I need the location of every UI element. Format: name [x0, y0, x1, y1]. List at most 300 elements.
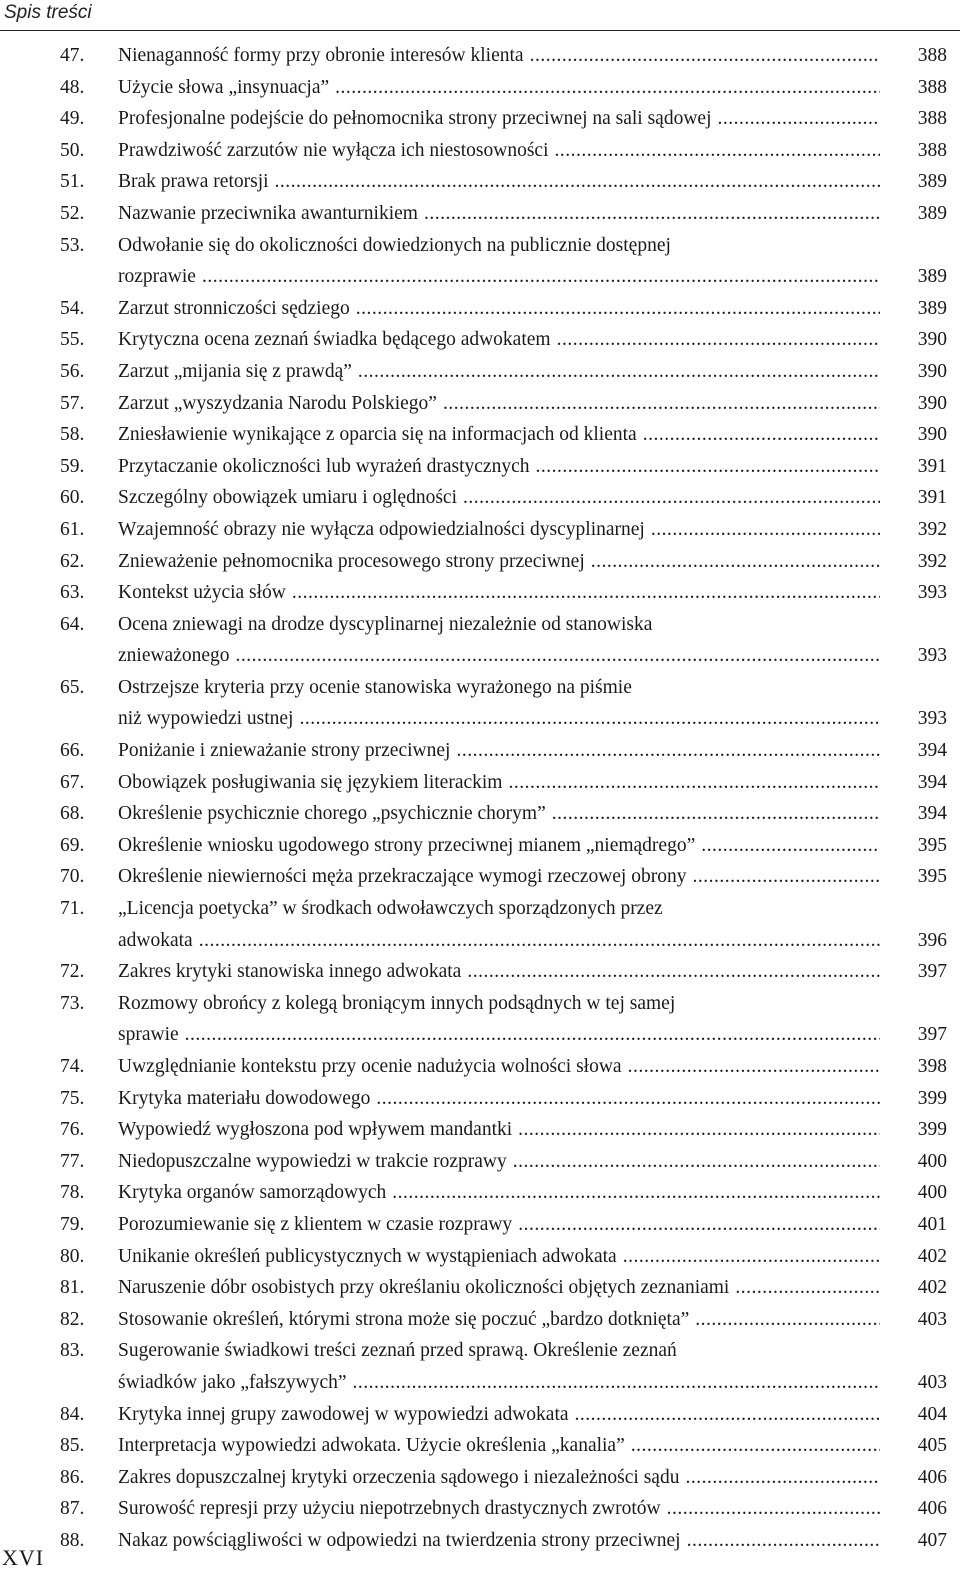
- entry-last-line: [118, 166, 960, 198]
- entry-title: Zarzut stronniczości sędziego: [118, 297, 350, 319]
- dot-leader: [463, 482, 880, 514]
- table-of-contents: [60, 40, 960, 1557]
- entry-title-line: Ostrzejsze kryteria przy ocenie stanowiska wyrażonego na piśmie: [118, 676, 632, 698]
- toc-entry: [60, 861, 960, 893]
- entry-number: 66.: [60, 740, 85, 762]
- entry-number: 64.: [60, 613, 85, 635]
- entry-body: [118, 798, 960, 830]
- entry-body: [118, 166, 960, 198]
- entry-page: 400: [917, 1182, 947, 1204]
- entry-page: 395: [917, 834, 947, 856]
- entry-last-line: [118, 925, 960, 957]
- entry-title: Zarzut „wyszydzania Narodu Polskiego”: [118, 392, 437, 414]
- entry-last-line: [118, 103, 960, 135]
- entry-number: 88.: [60, 1529, 85, 1551]
- entry-last-line: [118, 830, 960, 862]
- entry-body: [118, 419, 960, 451]
- dot-leader: [628, 1051, 880, 1083]
- entry-last-line: [118, 1399, 960, 1431]
- entry-last-line: [118, 1493, 960, 1525]
- toc-entry: [60, 419, 960, 451]
- dot-leader: [695, 1304, 880, 1336]
- entry-last-line: [118, 419, 960, 451]
- dot-leader: [508, 767, 880, 799]
- entry-number: 63.: [60, 582, 85, 604]
- entry-title: Określenie wniosku ugodowego strony przeciwnej mianem „niemądrego”: [118, 834, 696, 856]
- dot-leader: [353, 1367, 880, 1399]
- toc-entry: [60, 798, 960, 830]
- entry-page: 392: [917, 518, 947, 540]
- entry-number: 59.: [60, 455, 85, 477]
- toc-entry: [60, 72, 960, 104]
- toc-entry: [60, 672, 960, 735]
- entry-body: [118, 1241, 960, 1273]
- dot-leader: [199, 925, 880, 957]
- toc-entry: [60, 1399, 960, 1431]
- entry-number: 50.: [60, 139, 85, 161]
- entry-last-line: [118, 388, 960, 420]
- entry-body: [118, 135, 960, 167]
- toc-entry: [60, 1146, 960, 1178]
- toc-entry: [60, 1051, 960, 1083]
- entry-body: [118, 72, 960, 104]
- toc-entry: [60, 893, 960, 956]
- entry-last-line: [118, 72, 960, 104]
- entry-last-line: [118, 1272, 960, 1304]
- entry-last-line: [118, 798, 960, 830]
- entry-title: Przytaczanie okoliczności lub wyrażeń drastycznych: [118, 455, 530, 477]
- entry-page: 391: [917, 487, 947, 509]
- entry-body: [118, 1399, 960, 1431]
- toc-entry: [60, 1462, 960, 1494]
- entry-title: Krytyka innej grupy zawodowej w wypowiedzi adwokata: [118, 1403, 569, 1425]
- entry-body: [118, 1177, 960, 1209]
- entry-page: 391: [917, 455, 947, 477]
- entry-last-line: [118, 861, 960, 893]
- entry-page: 389: [917, 297, 947, 319]
- entry-body: [118, 1272, 960, 1304]
- entry-title-line: Ocena zniewagi na drodze dyscyplinarnej niezależnie od stanowiska: [118, 613, 653, 635]
- entry-title: Kontekst użycia słów: [118, 582, 286, 604]
- entry-page: 401: [917, 1213, 947, 1235]
- dot-leader: [701, 830, 880, 862]
- entry-last-line: [118, 546, 960, 578]
- entry-last-line: [118, 1083, 960, 1115]
- entry-last-line: [118, 735, 960, 767]
- dot-leader: [631, 1430, 880, 1462]
- entry-body: [118, 546, 960, 578]
- entry-body: [118, 230, 960, 293]
- entry-number: 48.: [60, 76, 85, 98]
- dot-leader: [299, 703, 880, 735]
- dot-leader: [358, 356, 880, 388]
- entry-title: rozprawie: [118, 266, 196, 288]
- entry-title: Określenie niewierności męża przekraczające wymogi rzeczowej obrony: [118, 866, 687, 888]
- toc-entry: [60, 735, 960, 767]
- toc-entry: [60, 1430, 960, 1462]
- entry-last-line: [118, 198, 960, 230]
- entry-page: 393: [917, 645, 947, 667]
- entry-last-line: [118, 135, 960, 167]
- dot-leader: [735, 1272, 880, 1304]
- entry-number: 62.: [60, 550, 85, 572]
- entry-title: adwokata: [118, 929, 193, 951]
- entry-page: 406: [917, 1466, 947, 1488]
- entry-last-line: [118, 640, 960, 672]
- entry-number: 77.: [60, 1150, 85, 1172]
- dot-leader: [443, 388, 880, 420]
- entry-body: [118, 1083, 960, 1115]
- dot-leader: [718, 103, 881, 135]
- entry-body: [118, 40, 960, 72]
- entry-last-line: [118, 293, 960, 325]
- entry-last-line: [118, 1241, 960, 1273]
- toc-entry: [60, 324, 960, 356]
- entry-body: [118, 198, 960, 230]
- entry-title: Poniżanie i znieważanie strony przeciwnej: [118, 740, 451, 762]
- toc-entry: [60, 1209, 960, 1241]
- entry-page: 406: [917, 1498, 947, 1520]
- toc-entry: [60, 767, 960, 799]
- toc-entry: [60, 356, 960, 388]
- entry-page: 390: [917, 424, 947, 446]
- entry-body: [118, 324, 960, 356]
- entry-last-line: [118, 1304, 960, 1336]
- toc-entry: [60, 135, 960, 167]
- entry-title: Nazwanie przeciwnika awanturnikiem: [118, 202, 418, 224]
- entry-number: 69.: [60, 834, 85, 856]
- entry-title: Krytyka materiału dowodowego: [118, 1087, 371, 1109]
- entry-page: 407: [917, 1529, 947, 1551]
- entry-title-line: „Licencja poetycka” w środkach odwoławczych sporządzonych przez: [118, 898, 663, 920]
- entry-page: 393: [917, 582, 947, 604]
- entry-page: 404: [917, 1403, 947, 1425]
- entry-number: 83.: [60, 1340, 85, 1362]
- page-number: XVI: [2, 1545, 45, 1570]
- entry-page: 403: [917, 1371, 947, 1393]
- entry-last-line: [118, 1051, 960, 1083]
- toc-entry: [60, 166, 960, 198]
- entry-title: Określenie psychicznie chorego „psychicznie chorym”: [118, 803, 546, 825]
- entry-title: Brak prawa retorsji: [118, 171, 269, 193]
- entry-body: [118, 1462, 960, 1494]
- dot-leader: [518, 1114, 880, 1146]
- entry-page: 390: [917, 329, 947, 351]
- entry-last-line: [118, 482, 960, 514]
- entry-body: [118, 1304, 960, 1336]
- entry-title: Krytyka organów samorządowych: [118, 1182, 387, 1204]
- entry-title: Zarzut „mijania się z prawdą”: [118, 360, 352, 382]
- toc-entry: [60, 230, 960, 293]
- entry-last-line: [118, 261, 960, 293]
- entry-number: 72.: [60, 961, 85, 983]
- entry-number: 85.: [60, 1435, 85, 1457]
- dot-leader: [275, 166, 880, 198]
- entry-body: [118, 1430, 960, 1462]
- dot-leader: [335, 72, 880, 104]
- dot-leader: [185, 1019, 880, 1051]
- toc-entry: [60, 40, 960, 72]
- entry-page: 390: [917, 392, 947, 414]
- entry-page: 394: [917, 803, 947, 825]
- entry-number: 84.: [60, 1403, 85, 1425]
- entry-last-line: [118, 40, 960, 72]
- dot-leader: [236, 640, 880, 672]
- entry-number: 49.: [60, 108, 85, 130]
- entry-body: [118, 514, 960, 546]
- entry-title: Unikanie określeń publicystycznych w wystąpieniach adwokata: [118, 1245, 617, 1267]
- entry-last-line: [118, 1525, 960, 1557]
- dot-leader: [456, 735, 880, 767]
- entry-number: 70.: [60, 866, 85, 888]
- dot-leader: [536, 451, 881, 483]
- toc-entry: [60, 830, 960, 862]
- entry-body: [118, 356, 960, 388]
- entry-number: 55.: [60, 329, 85, 351]
- entry-last-line: [118, 703, 960, 735]
- entry-title: Profesjonalne podejście do pełnomocnika strony przeciwnej na sali sądowej: [118, 108, 712, 130]
- dot-leader: [557, 324, 880, 356]
- dot-leader: [530, 40, 880, 72]
- toc-entry: [60, 293, 960, 325]
- entry-number: 51.: [60, 171, 85, 193]
- entry-page: 402: [917, 1277, 947, 1299]
- entry-page: 398: [917, 1056, 947, 1077]
- entry-title: sprawie: [118, 1024, 179, 1046]
- dot-leader: [623, 1241, 880, 1273]
- entry-page: 399: [917, 1087, 947, 1109]
- entry-title: Szczególny obowiązek umiaru i oględności: [118, 487, 457, 509]
- entry-page: 397: [917, 961, 947, 983]
- entry-last-line: [118, 1114, 960, 1146]
- entry-page: 394: [917, 771, 947, 793]
- entry-title: Niedopuszczalne wypowiedzi w trakcie rozprawy: [118, 1150, 507, 1172]
- entry-last-line: [118, 1462, 960, 1494]
- entry-body: [118, 609, 960, 672]
- entry-title: Znieważenie pełnomocnika procesowego strony przeciwnej: [118, 550, 585, 572]
- entry-last-line: [118, 1177, 960, 1209]
- entry-title: Zakres dopuszczalnej krytyki orzeczenia sądowego i niezależności sądu: [118, 1466, 680, 1488]
- entry-page: 402: [917, 1245, 947, 1267]
- entry-last-line: [118, 577, 960, 609]
- entry-title: Zniesławienie wynikające z oparcia się na informacjach od klienta: [118, 424, 637, 446]
- entry-title: Naruszenie dóbr osobistych przy określaniu okoliczności objętych zeznaniami: [118, 1277, 730, 1299]
- entry-number: 75.: [60, 1087, 85, 1109]
- toc-entry: [60, 956, 960, 988]
- entry-last-line: [118, 514, 960, 546]
- dot-leader: [376, 1083, 880, 1115]
- entry-page: 405: [917, 1435, 947, 1457]
- entry-title: Wypowiedź wygłoszona pod wpływem mandantki: [118, 1119, 513, 1141]
- entry-number: 57.: [60, 392, 85, 414]
- toc-entry: [60, 1335, 960, 1398]
- entry-number: 47.: [60, 45, 85, 66]
- entry-body: [118, 1209, 960, 1241]
- entry-title: Użycie słowa „insynuacja”: [118, 76, 330, 98]
- toc-entry: [60, 546, 960, 578]
- entry-body: [118, 451, 960, 483]
- toc-entry: [60, 198, 960, 230]
- entry-last-line: [118, 324, 960, 356]
- entry-number: 56.: [60, 360, 85, 382]
- entry-body: [118, 672, 960, 735]
- dot-leader: [513, 1146, 880, 1178]
- entry-last-line: [118, 356, 960, 388]
- entry-number: 58.: [60, 424, 85, 446]
- entry-title: Obowiązek posługiwania się językiem literackim: [118, 771, 503, 793]
- dot-leader: [424, 198, 880, 230]
- entry-title: niż wypowiedzi ustnej: [118, 708, 294, 730]
- toc-entry: [60, 609, 960, 672]
- entry-page: 395: [917, 866, 947, 888]
- entry-page: 389: [917, 202, 947, 224]
- entry-page: 397: [917, 1024, 947, 1046]
- dot-leader: [651, 514, 880, 546]
- entry-page: 396: [917, 929, 947, 951]
- entry-page: 388: [917, 108, 947, 130]
- dot-leader: [292, 577, 880, 609]
- entry-body: [118, 388, 960, 420]
- entry-last-line: [118, 1209, 960, 1241]
- entry-title-line: Odwołanie się do okoliczności dowiedzionych na publicznie dostępnej: [118, 234, 671, 256]
- entry-number: 68.: [60, 803, 85, 825]
- entry-last-line: [118, 1367, 960, 1399]
- entry-number: 76.: [60, 1119, 85, 1141]
- entry-body: [118, 893, 960, 956]
- entry-body: [118, 482, 960, 514]
- entry-title: Nienaganność formy przy obronie interesów klienta: [118, 45, 524, 66]
- entry-page: 392: [917, 550, 947, 572]
- entry-number: 52.: [60, 202, 85, 224]
- entry-title-line: Sugerowanie świadkowi treści zeznań przed sprawą. Określenie zeznań: [118, 1340, 677, 1362]
- toc-entry: [60, 1177, 960, 1209]
- entry-title: Surowość represji przy użyciu niepotrzebnych drastycznych zwrotów: [118, 1498, 661, 1520]
- toc-entry: [60, 988, 960, 1051]
- entry-last-line: [118, 1430, 960, 1462]
- entry-title-line: Rozmowy obrońcy z kolegą broniącym innych podsądnych w tej samej: [118, 992, 676, 1014]
- entry-body: [118, 577, 960, 609]
- entry-number: 74.: [60, 1056, 85, 1077]
- entry-body: [118, 1146, 960, 1178]
- entry-number: 73.: [60, 992, 85, 1014]
- entry-page: 389: [917, 266, 947, 288]
- toc-entry: [60, 103, 960, 135]
- entry-page: 388: [917, 76, 947, 98]
- entry-page: 399: [917, 1119, 947, 1141]
- entry-number: 78.: [60, 1182, 85, 1204]
- entry-number: 86.: [60, 1466, 85, 1488]
- entry-number: 65.: [60, 676, 85, 698]
- entry-body: [118, 1114, 960, 1146]
- entry-last-line: [118, 767, 960, 799]
- dot-leader: [555, 135, 881, 167]
- entry-page: 389: [917, 171, 947, 193]
- entry-number: 82.: [60, 1308, 85, 1330]
- toc-entry: [60, 577, 960, 609]
- entry-title: Interpretacja wypowiedzi adwokata. Użycie określenia „kanalia”: [118, 1435, 625, 1457]
- entry-number: 54.: [60, 297, 85, 319]
- dot-leader: [467, 956, 880, 988]
- toc-entry: [60, 1493, 960, 1525]
- entry-title: Prawdziwość zarzutów nie wyłącza ich niestosowności: [118, 139, 549, 161]
- entry-last-line: [118, 1146, 960, 1178]
- entry-number: 67.: [60, 771, 85, 793]
- entry-body: [118, 1525, 960, 1557]
- entry-title: świadków jako „fałszywych”: [118, 1371, 347, 1393]
- entry-body: [118, 735, 960, 767]
- toc-entry: [60, 514, 960, 546]
- entry-title: Uwzględnianie kontekstu przy ocenie nadużycia wolności słowa: [118, 1056, 622, 1077]
- toc-entry: [60, 1241, 960, 1273]
- entry-title: Wzajemność obrazy nie wyłącza odpowiedzialności dyscyplinarnej: [118, 518, 645, 540]
- entry-page: 403: [917, 1308, 947, 1330]
- entry-title: Krytyczna ocena zeznań świadka będącego adwokatem: [118, 329, 551, 351]
- entry-body: [118, 1493, 960, 1525]
- entry-title: Stosowanie określeń, którymi strona może się poczuć „bardzo dotknięta”: [118, 1308, 690, 1330]
- dot-leader: [685, 1462, 880, 1494]
- entry-page: 393: [917, 708, 947, 730]
- dot-leader: [667, 1493, 880, 1525]
- entry-number: 87.: [60, 1498, 85, 1520]
- entry-body: [118, 1051, 960, 1083]
- dot-leader: [687, 1525, 880, 1557]
- toc-entry: [60, 1304, 960, 1336]
- entry-body: [118, 293, 960, 325]
- dot-leader: [692, 861, 880, 893]
- entry-last-line: [118, 956, 960, 988]
- toc-entry: [60, 1272, 960, 1304]
- running-head: Spis treści: [4, 2, 92, 23]
- toc-entry: [60, 1083, 960, 1115]
- dot-leader: [643, 419, 880, 451]
- entry-body: [118, 1335, 960, 1398]
- entry-page: 388: [917, 45, 947, 66]
- entry-number: 80.: [60, 1245, 85, 1267]
- toc-entry: [60, 1114, 960, 1146]
- dot-leader: [356, 293, 880, 325]
- entry-body: [118, 103, 960, 135]
- entry-number: 79.: [60, 1213, 85, 1235]
- dot-leader: [392, 1177, 880, 1209]
- dot-leader: [518, 1209, 880, 1241]
- toc-entry: [60, 388, 960, 420]
- entry-page: 394: [917, 740, 947, 762]
- entry-title: Porozumiewanie się z klientem w czasie rozprawy: [118, 1213, 513, 1235]
- dot-leader: [552, 798, 880, 830]
- entry-last-line: [118, 1019, 960, 1051]
- entry-title: znieważonego: [118, 645, 230, 667]
- entry-number: 81.: [60, 1277, 85, 1299]
- dot-leader: [202, 261, 880, 293]
- entry-title: Nakaz powściągliwości w odpowiedzi na twierdzenia strony przeciwnej: [118, 1529, 681, 1551]
- entry-number: 60.: [60, 487, 85, 509]
- entry-page: 400: [917, 1150, 947, 1172]
- toc-entry: [60, 451, 960, 483]
- dot-leader: [591, 546, 880, 578]
- entry-body: [118, 767, 960, 799]
- entry-body: [118, 988, 960, 1051]
- toc-entry: [60, 482, 960, 514]
- header-rule: [0, 30, 960, 31]
- dot-leader: [575, 1399, 880, 1431]
- entry-body: [118, 830, 960, 862]
- entry-body: [118, 956, 960, 988]
- entry-number: 61.: [60, 518, 85, 540]
- entry-last-line: [118, 451, 960, 483]
- entry-number: 71.: [60, 898, 85, 920]
- entry-number: 53.: [60, 234, 85, 256]
- entry-page: 388: [917, 139, 947, 161]
